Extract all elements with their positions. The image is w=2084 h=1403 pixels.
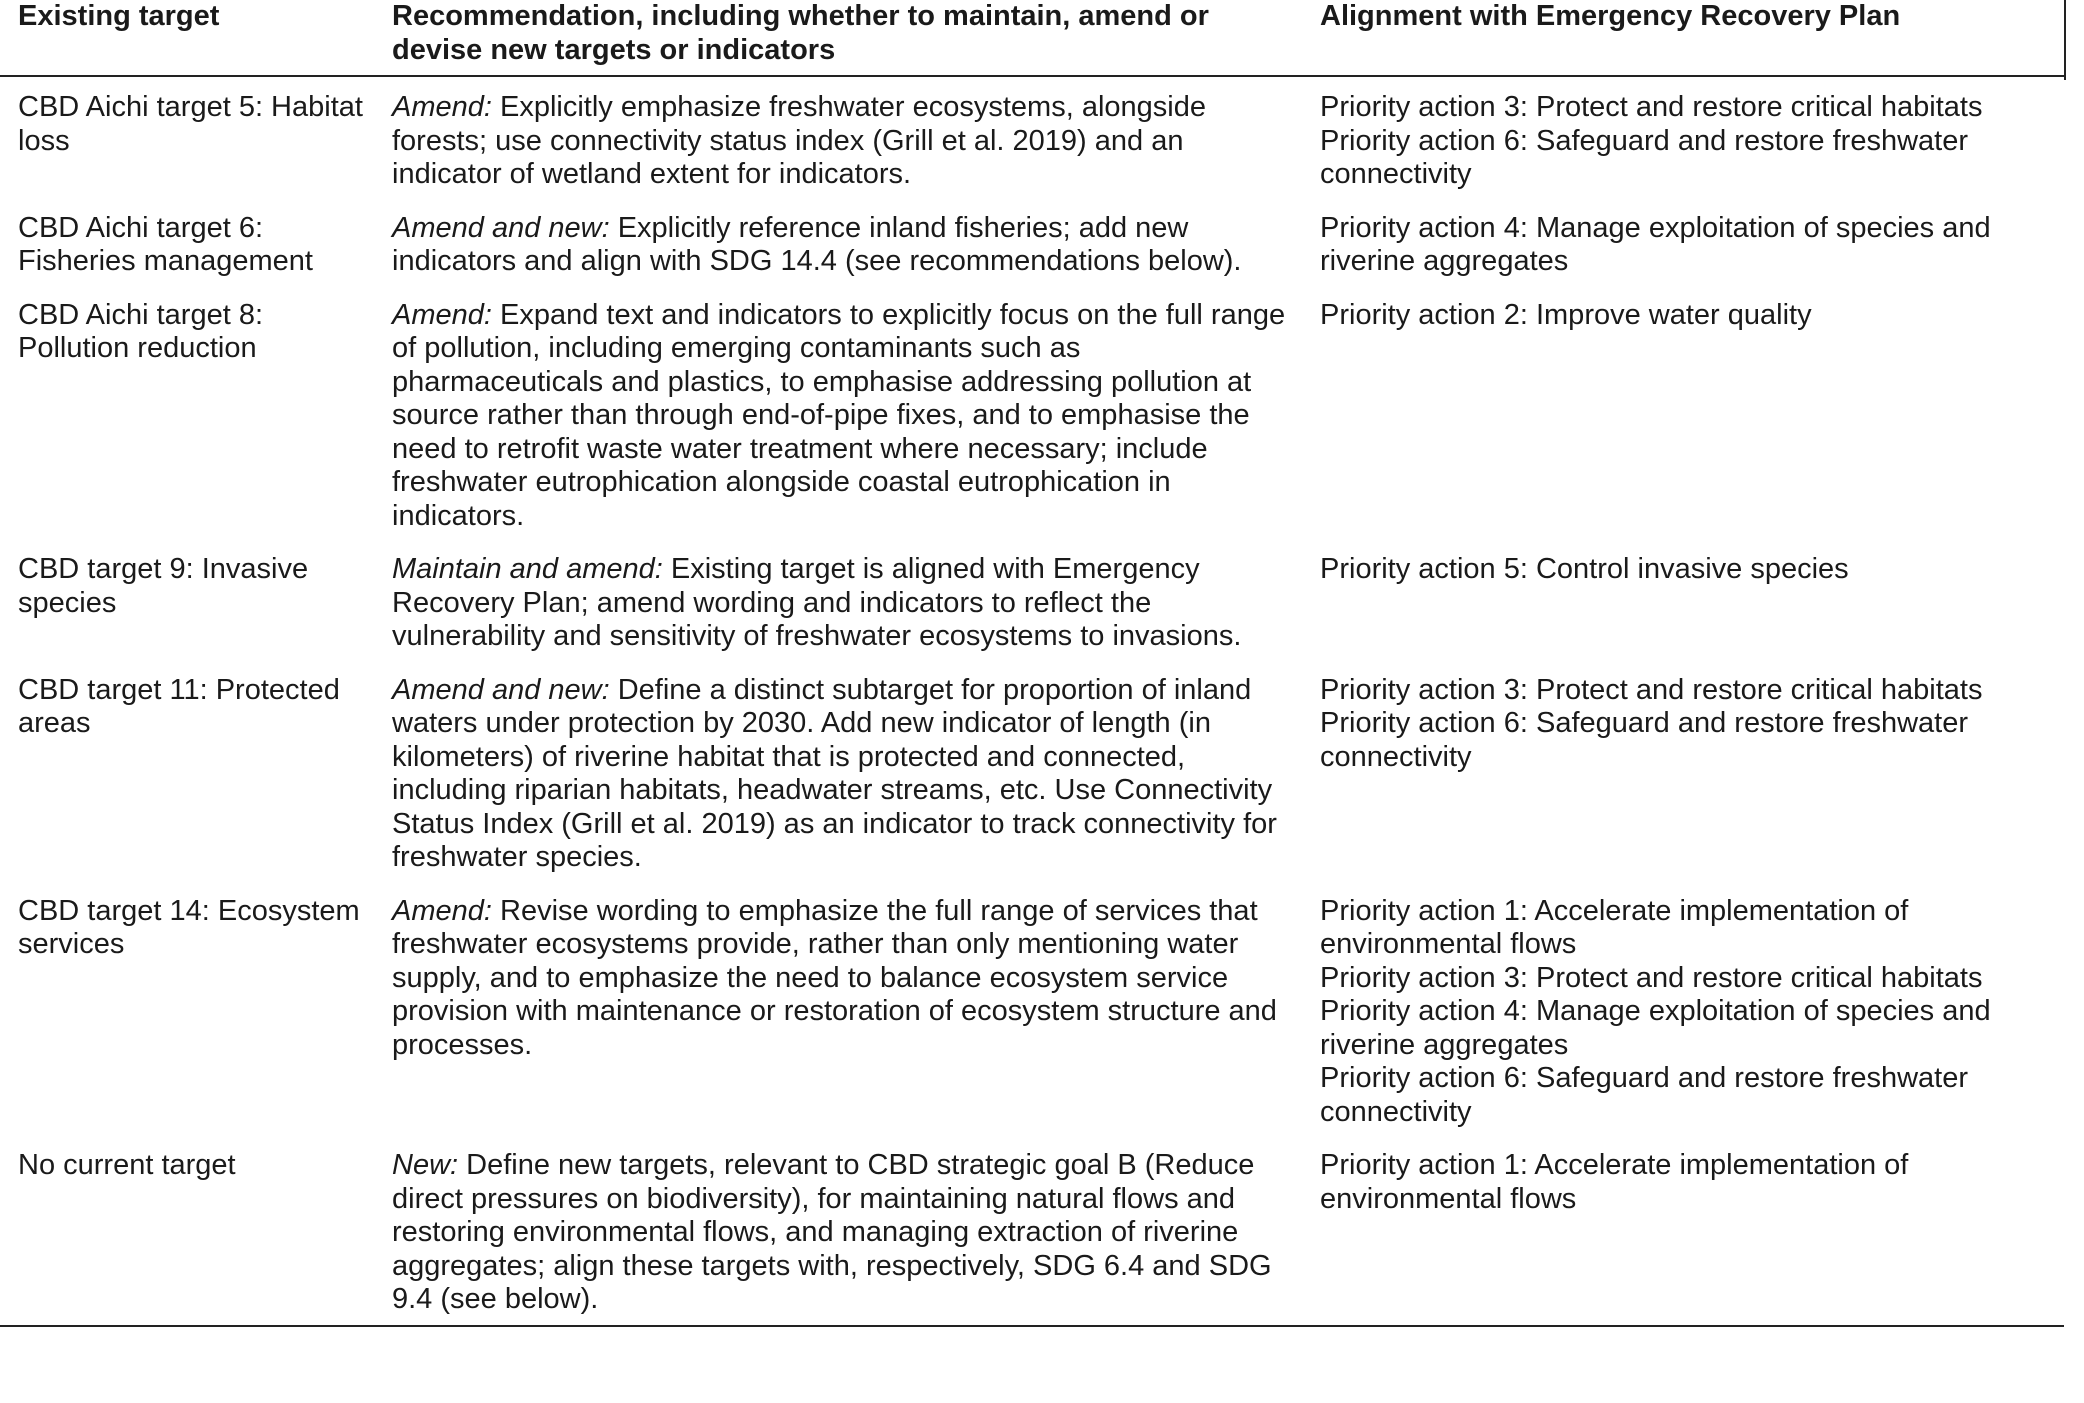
recommendation-type: Amend: [392, 298, 492, 331]
table-row [0, 212, 2064, 299]
priority-action: Priority action 6: Safeguard and restore freshwater connectivity [1320, 1062, 1968, 1128]
recommendation-type: Amend and new: [392, 673, 610, 706]
alignment-cell [1302, 1149, 2064, 1326]
recommendation-cell [374, 1149, 1302, 1326]
header-existing-target: Existing target [0, 0, 374, 76]
recommendation-text: Existing target is aligned with Emergency Recovery Plan; amend wording and indicators to reflect the vulnerability and sensitivity of freshwater ecosystems to invasions. [392, 553, 1242, 652]
table-body [0, 76, 2064, 1326]
recommendation-text: Expand text and indicators to explicitly focus on the full range of pollution, including emerging contaminants such as pharmaceuticals and plastics, to emphasise addressing pollution at source rather than through end-of-pipe fixes, and to emphasise the need to retrofit waste water treatment where necessary; include freshwater eutrophication alongside coastal eutrophication in indicators. [392, 298, 1286, 532]
recommendation-cell [374, 212, 1302, 299]
table-row [0, 1149, 2064, 1326]
recommendation-text: Revise wording to emphasize the full range of services that freshwater ecosystems provide, rather than only mentioning water supply, and to emphasize the need to balance ecosystem service provision with maintenance or restoration of ecosystem structure and processes. [392, 894, 1277, 1061]
priority-action: Priority action 1: Accelerate implementation of environmental flows [1320, 1149, 1909, 1215]
recommendation-text: Define new targets, relevant to CBD strategic goal B (Reduce direct pressures on biodiversity), for maintaining natural flows and restoring environmental flows, and managing extraction of riverine aggregates; align these targets with, respectively, SDG 6.4 and SDG 9.4 (see below). [392, 1149, 1272, 1315]
table-row [0, 553, 2064, 674]
priority-action: Priority action 6: Safeguard and restore freshwater connectivity [1320, 124, 1968, 190]
recommendation-type: Maintain and amend: [392, 553, 663, 585]
existing-target-cell: No current target [0, 1149, 374, 1326]
table-row [0, 895, 2064, 1150]
existing-target-cell: CBD target 14: Ecosystem services [18, 894, 360, 960]
existing-target-cell: CBD Aichi target 6: Fisheries management [18, 211, 313, 277]
alignment-cell [1302, 212, 2064, 299]
existing-target-cell: CBD Aichi target 5: Habitat loss [18, 91, 363, 157]
alignment-cell [1302, 299, 2064, 554]
header-recommendation: Recommendation, including whether to maintain, amend or devise new targets or indicators [374, 0, 1302, 76]
header-alignment: Alignment with Emergency Recovery Plan [1302, 0, 2064, 76]
existing-target-cell: CBD target 9: Invasive species [18, 553, 309, 619]
priority-action: Priority action 4: Manage exploitation of species and riverine aggregates [1320, 211, 1991, 277]
recommendation-type: Amend and new: [392, 211, 610, 244]
priority-action: Priority action 5: Control invasive species [1320, 553, 1849, 585]
recommendation-text: Define a distinct subtarget for proportion of inland waters under protection by 2030. Add new indicator of length (in kilometers) of riverine habitat that is protected and connected, including riparian habitats, headwater streams, etc. Use Connectivity Status Index (Grill et al. 2019) as an indicator to track connectivity for freshwater species. [392, 673, 1277, 873]
alignment-cell [1302, 76, 2064, 212]
recommendation-cell [374, 674, 1302, 895]
priority-action: Priority action 3: Protect and restore critical habitats [1320, 91, 1983, 123]
alignment-cell [1302, 895, 2064, 1150]
recommendation-type: New: [392, 1149, 459, 1181]
recommendation-cell [374, 76, 1302, 212]
recommendation-text: Explicitly reference inland fisheries; add new indicators and align with SDG 14.4 (see recommendations below). [392, 211, 1242, 277]
table-header-row [0, 0, 2064, 76]
priority-action: Priority action 3: Protect and restore critical habitats [1320, 673, 1983, 706]
header-right-rule [2064, 0, 2066, 80]
existing-target-cell: CBD Aichi target 8: Pollution reduction [18, 298, 263, 364]
table-row [0, 299, 2064, 554]
recommendation-type: Amend: [392, 894, 492, 927]
table-row [0, 76, 2064, 212]
recommendation-cell [374, 299, 1302, 554]
alignment-cell [1302, 674, 2064, 895]
alignment-cell [1302, 553, 2064, 674]
recommendation-text: Explicitly emphasize freshwater ecosystems, alongside forests; use connectivity status index (Grill et al. 2019) and an indicator of wetland extent for indicators. [392, 91, 1206, 190]
priority-action: Priority action 1: Accelerate implementation of environmental flows [1320, 894, 1909, 960]
priority-action: Priority action 2: Improve water quality [1320, 298, 1812, 331]
recommendation-cell [374, 895, 1302, 1150]
recommendation-cell [374, 553, 1302, 674]
table-row [0, 674, 2064, 895]
existing-target-cell: CBD target 11: Protected areas [18, 673, 340, 739]
priority-action: Priority action 6: Safeguard and restore freshwater connectivity [1320, 707, 1968, 773]
priority-action: Priority action 4: Manage exploitation of species and riverine aggregates [1320, 995, 1991, 1061]
priority-action: Priority action 3: Protect and restore critical habitats [1320, 961, 1983, 994]
recommendation-type: Amend: [392, 91, 492, 123]
